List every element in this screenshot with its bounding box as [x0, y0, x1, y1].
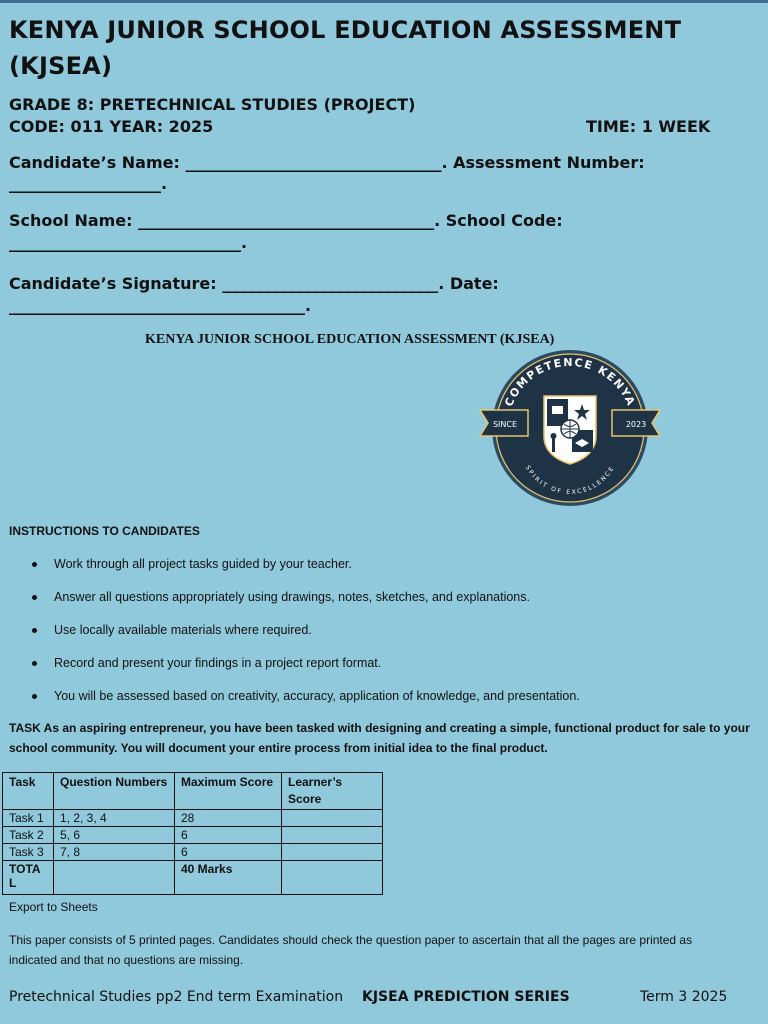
code-year: CODE: 011 YEAR: 2025: [9, 117, 214, 136]
assessment-number-field[interactable]: ___________________.: [9, 174, 168, 193]
task-description-line1: TASK As an aspiring entrepreneur, you have been tasked with designing and creating a simple, functional product for sale to your: [9, 721, 750, 735]
instruction-item: Record and present your findings in a project report format.: [30, 651, 580, 684]
school-code-field[interactable]: _____________________________.: [9, 233, 248, 252]
learner-score-cell[interactable]: [282, 861, 383, 895]
footer-left: Pretechnical Studies pp2 End term Examination: [9, 989, 344, 1005]
school-name-field[interactable]: School Name: _____________________________________. School Code:: [9, 211, 563, 230]
score-table: [2, 772, 383, 895]
top-border: [0, 0, 768, 3]
table-total-row: [3, 861, 383, 895]
instruction-item: Answer all questions appropriately using drawings, notes, sketches, and explanations.: [30, 585, 580, 618]
instruction-item: Work through all project tasks guided by your teacher.: [30, 552, 580, 585]
col-header-maximum-score: Maximum Score: [175, 773, 282, 810]
export-to-sheets-link[interactable]: Export to Sheets: [9, 900, 98, 914]
table-cell: 28: [175, 810, 282, 827]
pages-note-line2: indicated and that no questions are missing.: [9, 953, 244, 967]
pages-note-line1: This paper consists of 5 printed pages. Candidates should check the question paper to ascertain that all the pages are printed as: [9, 933, 693, 947]
date-field[interactable]: _____________________________________.: [9, 296, 312, 315]
table-row: [3, 827, 383, 844]
logo-year-text: 2023: [625, 420, 647, 429]
table-row: [3, 844, 383, 861]
learner-score-cell[interactable]: [282, 844, 383, 861]
footer-center: KJSEA PREDICTION SERIES: [362, 989, 570, 1005]
table-row: [3, 810, 383, 827]
table-cell: [54, 861, 175, 895]
footer-right: Term 3 2025: [640, 989, 728, 1005]
instructions-list: [30, 552, 580, 717]
time-allowed: TIME: 1 WEEK: [586, 117, 711, 136]
table-cell: Task 2: [3, 827, 54, 844]
logo-arc-text: COMPETENCE KENYA: [502, 355, 638, 409]
table-cell: 40 Marks: [175, 861, 282, 895]
table-cell: Task 1: [3, 810, 54, 827]
table-cell: TOTAL: [3, 861, 54, 895]
col-header-task: Task: [3, 773, 54, 810]
instruction-item: You will be assessed based on creativity, accuracy, application of knowledge, and presentation.: [30, 684, 580, 717]
page-title-line2: (KJSEA): [9, 52, 113, 80]
logo-since-text: SINCE: [492, 420, 518, 429]
learner-score-cell[interactable]: [282, 827, 383, 844]
task-description-line2: school community. You will document your entire process from initial idea to the final product.: [9, 741, 548, 755]
candidate-signature-field[interactable]: Candidate’s Signature: ___________________________. Date:: [9, 274, 499, 293]
competence-kenya-logo: [478, 348, 662, 510]
instruction-item: Use locally available materials where required.: [30, 618, 580, 651]
col-header-question-numbers: Question Numbers: [54, 773, 175, 810]
logo-motto: SPIRIT OF EXCELLENCE: [523, 464, 617, 497]
table-cell: 6: [175, 844, 282, 861]
table-header-row: [3, 773, 383, 810]
page-title-line1: KENYA JUNIOR SCHOOL EDUCATION ASSESSMENT: [9, 16, 682, 44]
assessment-subtitle: KENYA JUNIOR SCHOOL EDUCATION ASSESSMENT (KJSEA): [145, 332, 555, 347]
col-header-learners-score: Learner’s Score: [282, 773, 383, 810]
table-cell: 6: [175, 827, 282, 844]
instructions-heading: INSTRUCTIONS TO CANDIDATES: [9, 524, 200, 538]
learner-score-cell[interactable]: [282, 810, 383, 827]
table-cell: Task 3: [3, 844, 54, 861]
grade-subject: GRADE 8: PRETECHNICAL STUDIES (PROJECT): [9, 95, 416, 114]
table-cell: 5, 6: [54, 827, 175, 844]
candidate-name-field[interactable]: Candidate’s Name: ________________________________. Assessment Number:: [9, 153, 645, 172]
table-cell: 1, 2, 3, 4: [54, 810, 175, 827]
logo-emblem: [478, 348, 662, 510]
table-cell: 7, 8: [54, 844, 175, 861]
